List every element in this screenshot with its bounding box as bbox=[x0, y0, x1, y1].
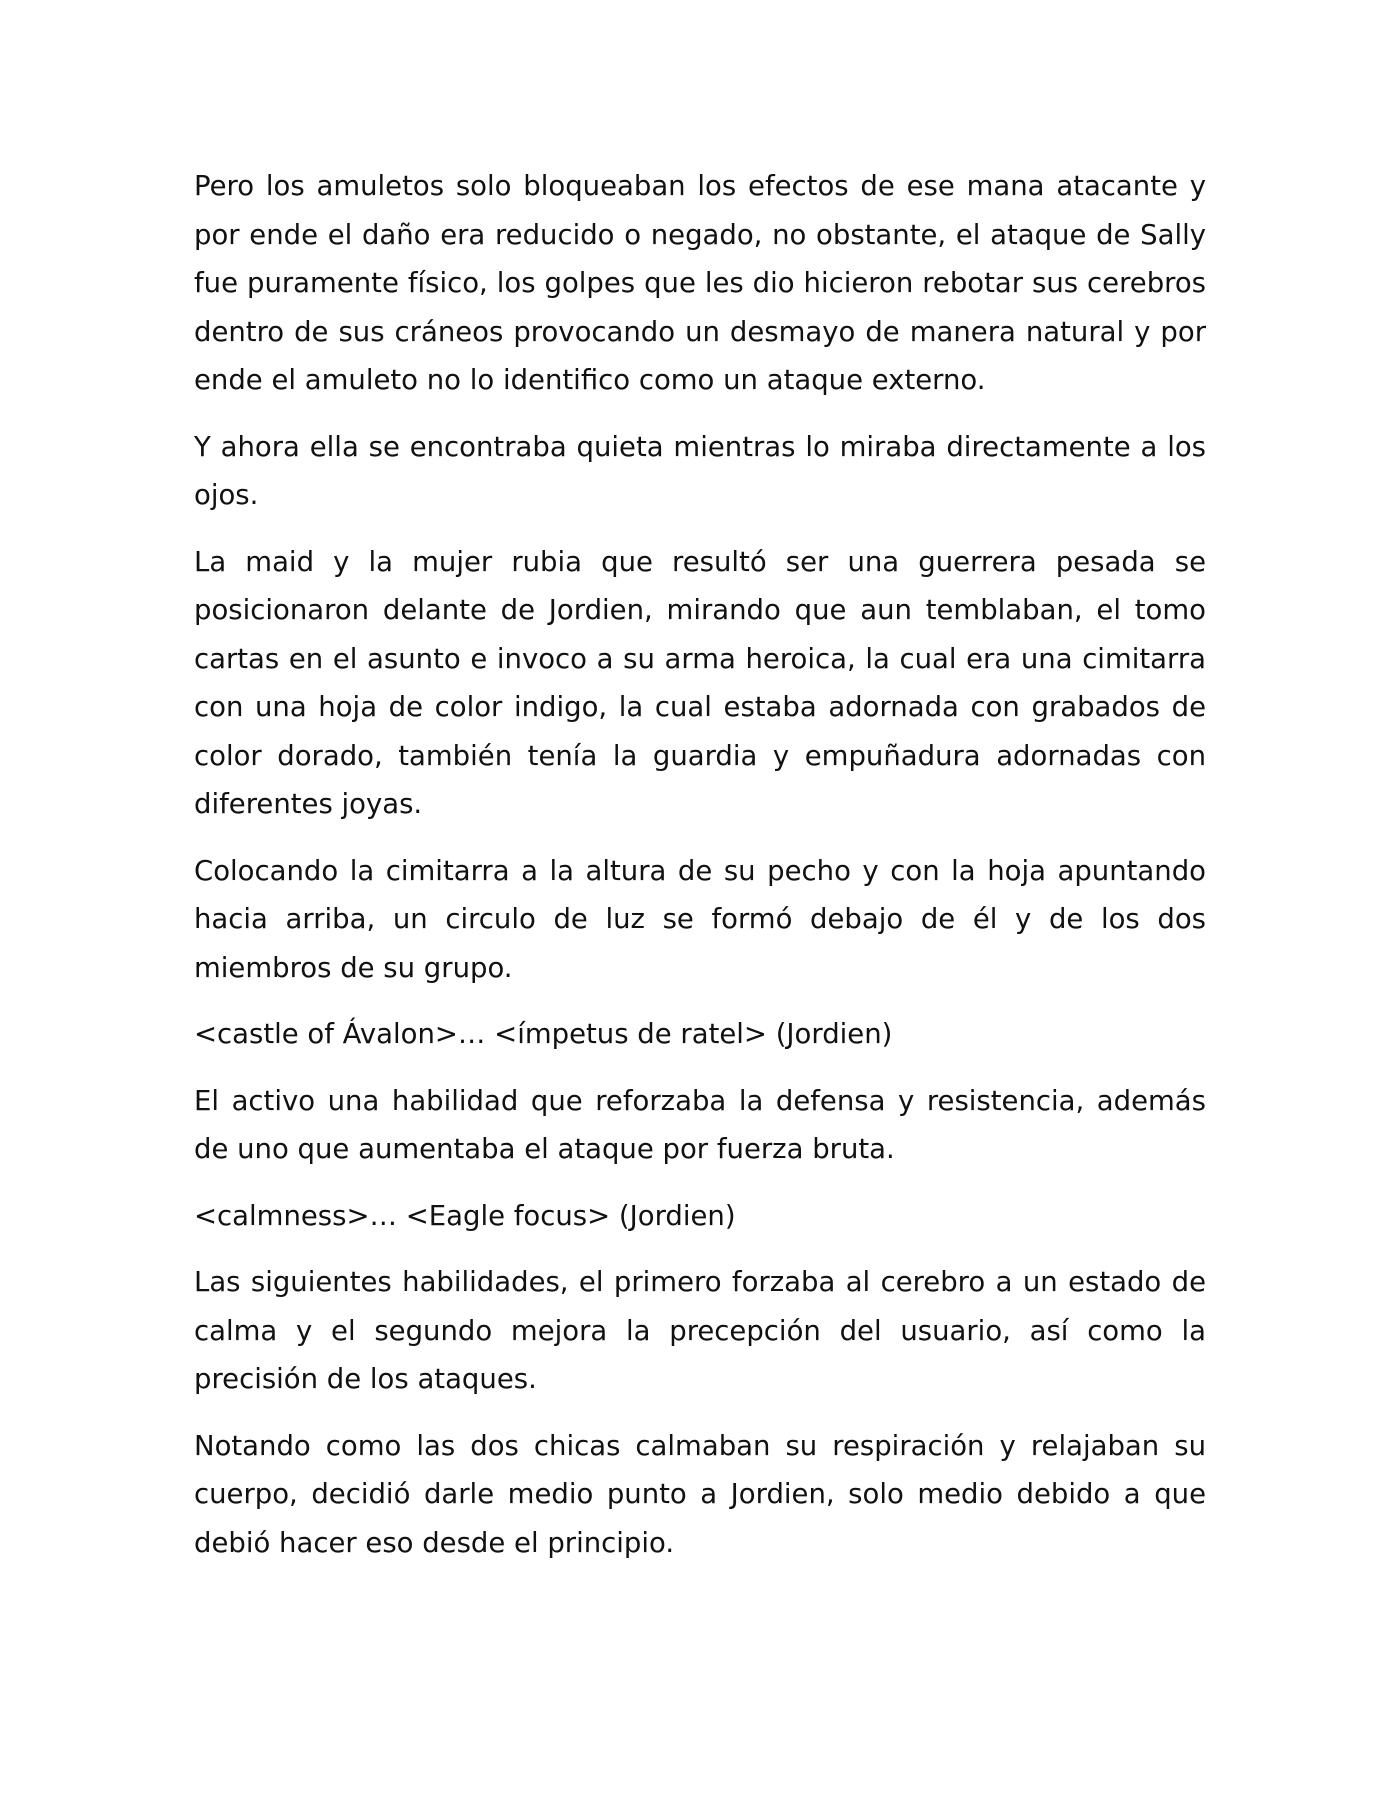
paragraph-1: Pero los amuletos solo bloqueaban los efectos de ese mana atacante y por ende el daño era reducido o negado, no obstante, el ataque de Sally fue puramente físico, los golpes que les dio hicieron rebotar sus cerebros dentro de sus cráneos provocando un desmayo de manera natural y por ende el amuleto no lo identifico como un ataque externo. bbox=[194, 170, 1206, 396]
paragraph-3: La maid y la mujer rubia que resultó ser una guerrera pesada se posicionaron delante de Jordien, mirando que aun temblaban, el tomo cartas en el asunto e invoco a su arma heroica, la cual era una cimitarra con una hoja de color indigo, la cual estaba adornada con grabados de color dorado, también tenía la guardia y empuñadura adornadas con diferentes joyas. bbox=[194, 545, 1206, 820]
paragraph-7: Notando como las dos chicas calmaban su respiración y relajaban su cuerpo, decidió darle medio punto a Jordien, solo medio debido a que debió hacer eso desde el principio. bbox=[194, 1429, 1206, 1559]
paragraph-2: Y ahora ella se encontraba quieta mientras lo miraba directamente a los ojos. bbox=[194, 430, 1206, 511]
paragraph-5: El activo una habilidad que reforzaba la defensa y resistencia, además de uno que aumentaba el ataque por fuerza bruta. bbox=[194, 1084, 1206, 1165]
paragraph-4: Colocando la cimitarra a la altura de su pecho y con la hoja apuntando hacia arriba, un circulo de luz se formó debajo de él y de los dos miembros de su grupo. bbox=[194, 854, 1206, 984]
skill-line-1: <castle of Ávalon>… <ímpetus de ratel> (Jordien) bbox=[194, 1018, 893, 1050]
paragraph-6: Las siguientes habilidades, el primero forzaba al cerebro a un estado de calma y el segundo mejora la precepción del usuario, así como la precisión de los ataques. bbox=[194, 1266, 1206, 1395]
skill-line-2: <calmness>… <Eagle focus> (Jordien) bbox=[194, 1199, 736, 1232]
document-page bbox=[194, 162, 1206, 1585]
